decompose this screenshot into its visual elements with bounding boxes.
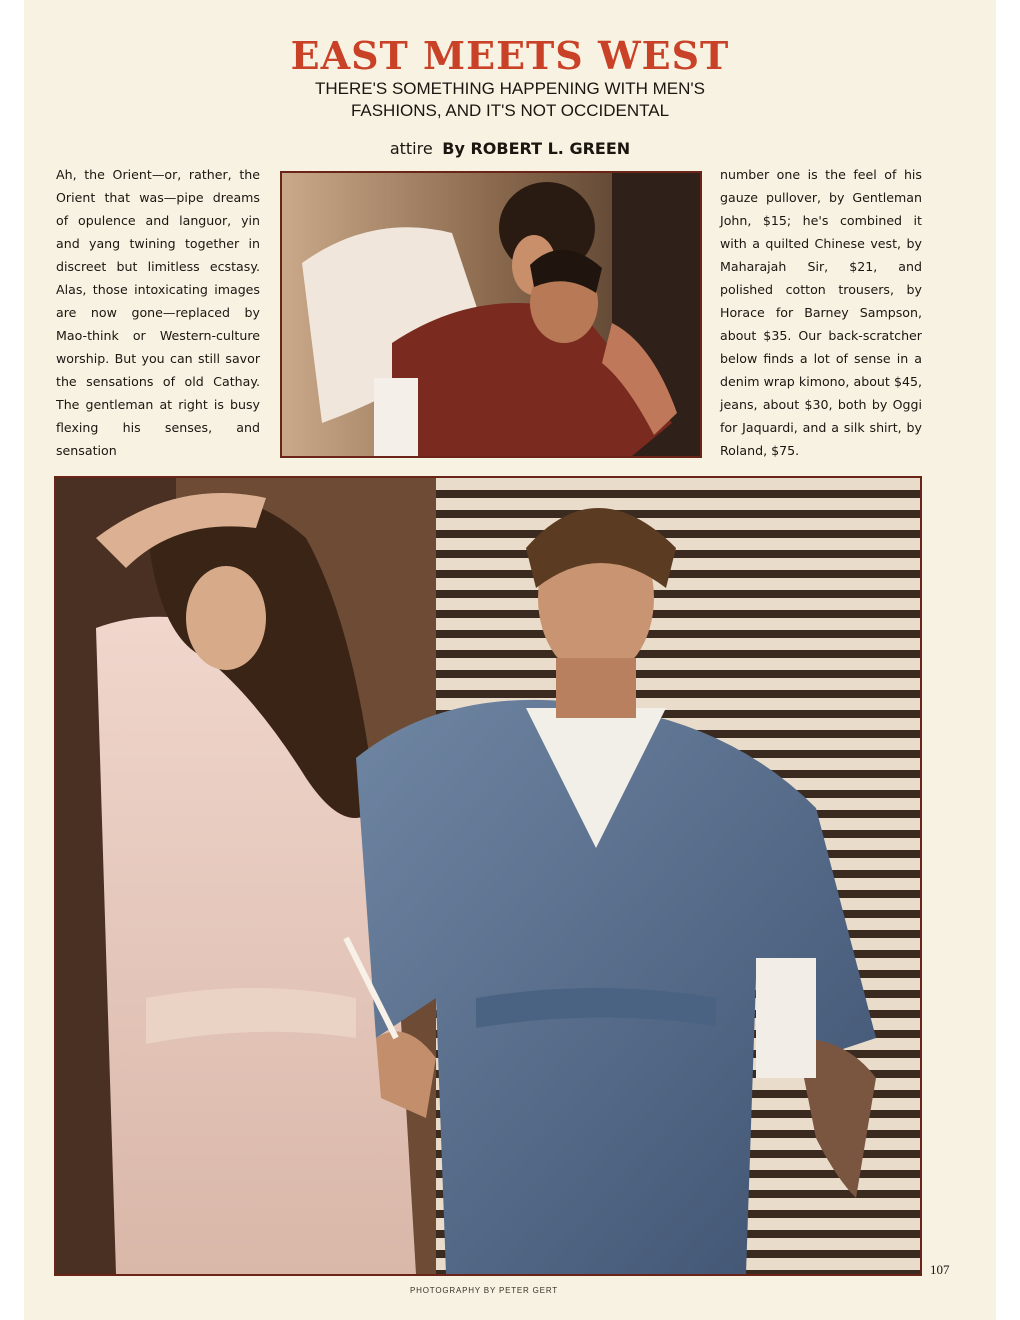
article-title: EAST MEETS WEST <box>290 33 730 78</box>
author-name: By ROBERT L. GREEN <box>442 139 631 158</box>
article-subtitle <box>24 78 996 122</box>
body-column-left: Ah, the Orient—or, rather, the Orient that was—pipe dreams of opulence and languor, yin and yang twining together in discreet but limitless ecstasy. Alas, those intoxicating images are now gone—replaced by Mao-think or Western-culture worship. But you can still savor the sensations of old Cathay. The gentleman at right is busy flexing his senses, and sensation <box>56 167 260 458</box>
page-number: 107 <box>930 1262 950 1277</box>
photo-credit: PHOTOGRAPHY BY PETER GERT <box>410 1286 558 1295</box>
body-column-right: number one is the feel of his gauze pullover, by Gentleman John, $15; he's combined it with a quilted Chinese vest, by Maharajah Sir, $21, and polished cotton trousers, by Horace for Barney Sampson, about $35. Our back-scratcher below finds a lot of sense in a denim wrap kimono, about $45, jeans, about $30, both by Oggi for Jaquardi, and a silk shirt, by Roland, $75. <box>720 167 922 458</box>
photo-main-illustration <box>56 478 920 1274</box>
department-label: attire <box>389 139 433 158</box>
magazine-page <box>24 0 996 1320</box>
photo-top-illustration <box>282 173 700 456</box>
photo-main <box>54 476 922 1276</box>
photo-top <box>280 171 702 458</box>
subtitle-line-1: THERE'S SOMETHING HAPPENING WITH MEN'S <box>315 79 705 98</box>
byline <box>24 139 996 158</box>
subtitle-line-2: FASHIONS, AND IT'S NOT OCCIDENTAL <box>350 101 670 120</box>
